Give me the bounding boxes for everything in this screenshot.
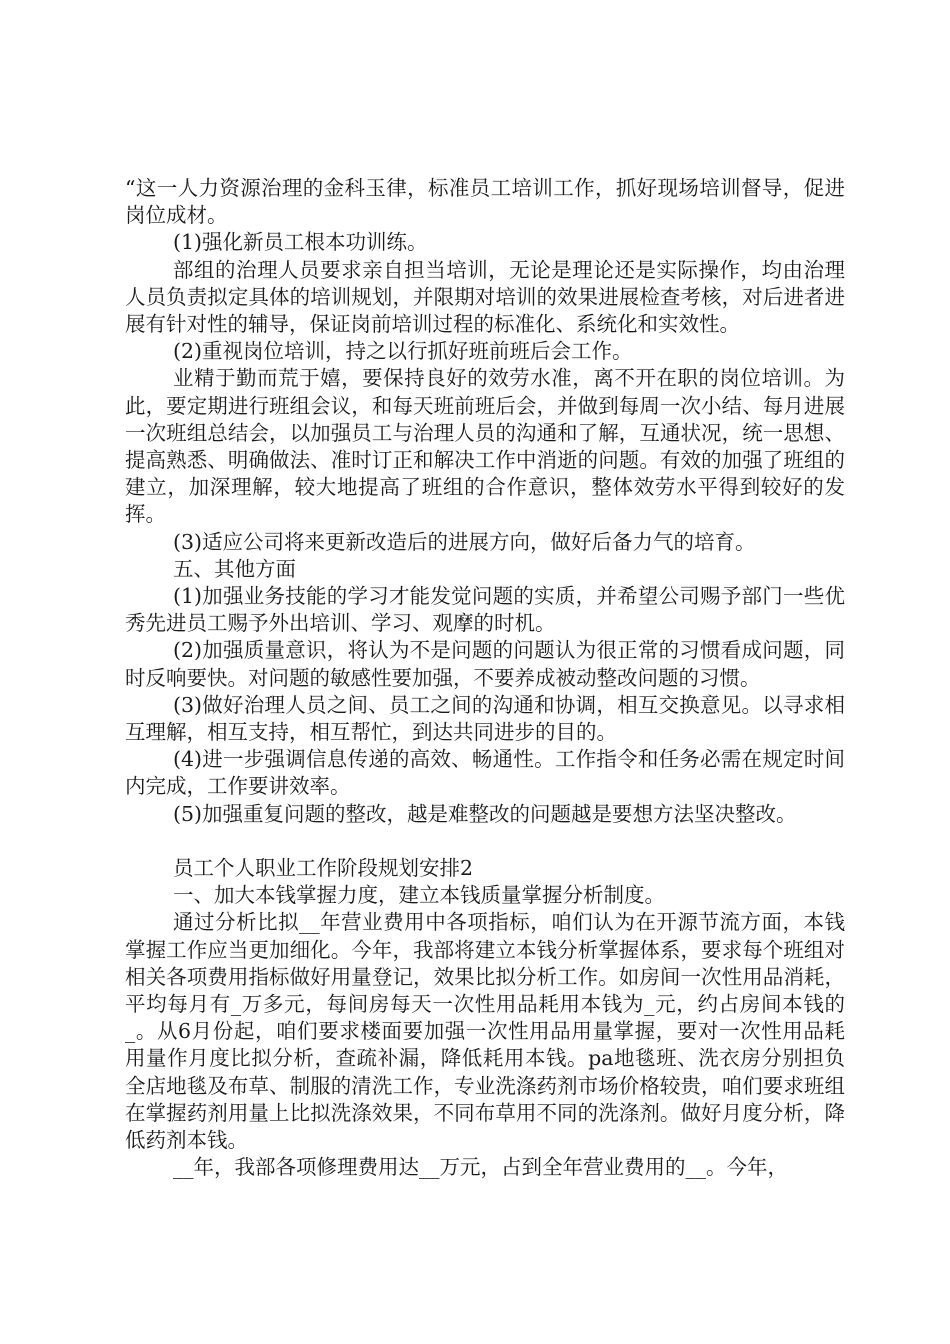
paragraph-11: (4)进一步强调信息传递的高效、畅通性。工作指令和任务必需在规定时间内完成，工作要讲效率。 bbox=[125, 747, 845, 799]
paragraph-4: (2)重视岗位培训，持之以行抓好班前班后会工作。 bbox=[173, 339, 633, 364]
paragraph-15: 通过分析比拟__年营业费用中各项指标，咱们认为在开源节流方面，本钱掌握工作应当更加细化。今年，我部将建立本钱分析掌握体系，要求每个班组对相关各项费用指标做好用量登记，效果比拟分析工作。如房间一次性用品消耗，平均每月有_万多元，每间房每天一次性用品耗用本钱为_元，约占房间本钱的_。从6月份起，咱们要求楼面要加强一次性用品用量掌握，要对一次性用品耗用量作月度比拟分析，查疏补漏，降低耗用本钱。pa地毯班、洗衣房分别担负全店地毯及布草、制服的清洗工作，专业洗涤药剂市场价格较贵，咱们要求班组在掌握药剂用量上比拟洗涤效果，不同布草用不同的洗涤剂。做好月度分析，降低药剂本钱。 bbox=[125, 910, 845, 1153]
document-title: 员工个人职业工作阶段规划安排2 bbox=[173, 856, 474, 881]
paragraph-1: “这一人力资源治理的金科玉律，标准员工培训工作，抓好现场培训督导，促进岗位成材。 bbox=[125, 176, 845, 228]
paragraph-9: (2)加强质量意识，将认为不是问题的问题认为很正常的习惯看成问题，同时反响要快。对问题的敏感性要加强，不要养成被动整改问题的习惯。 bbox=[125, 638, 845, 690]
paragraph-5: 业精于勤而荒于嬉，要保持良好的效劳水准，离不开在职的岗位培训。为此，要定期进行班组会议，和每天班前班后会，并做到每周一次小结、每月进展一次班组总结会，以加强员工与治理人员的沟通和了解，互通状况，统一思想、提高熟悉、明确做法、准时订正和解决工作中消逝的问题。有效的加强了班组的建立，加深理解，较大地提高了班组的合作意识，整体效劳水平得到较好的发挥。 bbox=[125, 366, 845, 527]
paragraph-10: (3)做好治理人员之间、员工之间的沟通和协调，相互交换意见。以寻求相互理解，相互支持，相互帮忙，到达共同进步的目的。 bbox=[125, 692, 845, 745]
paragraph-6: (3)适应公司将来更新改造后的进展方向，做好后备力气的培育。 bbox=[173, 529, 756, 554]
paragraph-3: 部组的治理人员要求亲自担当培训，无论是理论还是实际操作，均由治理人员负责拟定具体的培训规划，并限期对培训的效果进展检查考核，对后进者进展有针对性的辅导，保证岗前培训过程的标准化、系统化和实效性。 bbox=[125, 257, 845, 337]
section-heading-other: 五、其他方面 bbox=[173, 556, 296, 581]
document-body bbox=[125, 175, 845, 1182]
paragraph-2: (1)强化新员工根本功训练。 bbox=[173, 230, 428, 255]
section-heading-cost: 一、加大本钱掌握力度，建立本钱质量掌握分析制度。 bbox=[173, 883, 665, 908]
paragraph-8: (1)加强业务技能的学习才能发觉问题的实质，并希望公司赐予部门一些优秀先进员工赐予外出培训、学习、观摩的时机。 bbox=[125, 584, 845, 636]
paragraph-12: (5)加强重复问题的整改，越是难整改的问题越是要想方法坚决整改。 bbox=[173, 801, 797, 826]
paragraph-16: __年，我部各项修理费用达__万元，占到全年营业费用的__。今年， bbox=[173, 1155, 788, 1180]
blank-line bbox=[125, 828, 845, 855]
